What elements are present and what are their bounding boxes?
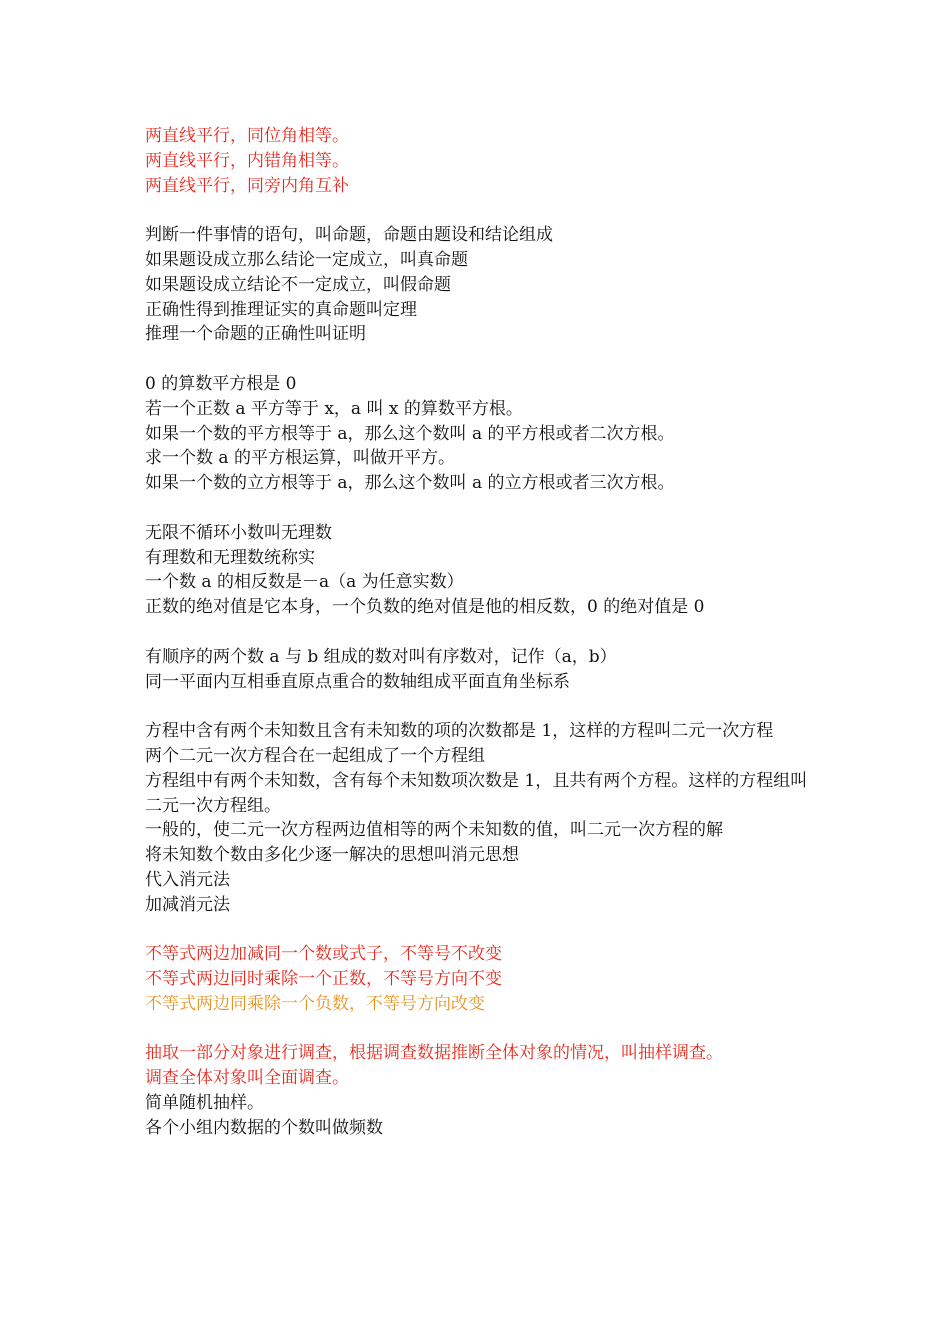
text-line: 如果题设成立那么结论一定成立，叫真命题: [145, 249, 468, 270]
text-line: 两个二元一次方程合在一起组成了一个方程组: [145, 745, 485, 766]
text-section: [145, 1041, 815, 1140]
text-line: 不等式两边同乘除一个负数，不等号方向改变: [145, 993, 485, 1014]
text-line: 方程中含有两个未知数且含有未知数的项的次数都是 1，这样的方程叫二元一次方程: [145, 721, 774, 742]
text-line: 一个数 a 的相反数是－a（a 为任意实数）: [145, 572, 464, 593]
text-line: 如果一个数的平方根等于 a，那么这个数叫 a 的平方根或者二次方根。: [145, 423, 675, 444]
text-section: [145, 372, 815, 496]
text-section: [145, 124, 815, 198]
text-line: 代入消元法: [145, 869, 230, 890]
text-line: 各个小组内数据的个数叫做频数: [145, 1117, 383, 1138]
text-line: 两直线平行，同旁内角互补: [145, 175, 349, 196]
text-line: 抽取一部分对象进行调查，根据调查数据推断全体对象的情况，叫抽样调查。: [145, 1043, 723, 1064]
text-line: 不等式两边加减同一个数或式子，不等号不改变: [145, 944, 502, 965]
text-line: 将未知数个数由多化少逐一解决的思想叫消元思想: [145, 845, 519, 866]
text-line: 两直线平行，同位角相等。: [145, 126, 349, 146]
paragraph-spacer: [145, 347, 815, 372]
text-section: [145, 223, 815, 347]
text-section: [145, 645, 815, 695]
text-line: 不等式两边同时乘除一个正数，不等号方向不变: [145, 969, 502, 990]
paragraph-spacer: [145, 620, 815, 645]
paragraph-spacer: [145, 918, 815, 943]
text-line: 有顺序的两个数 a 与 b 组成的数对叫有序数对，记作（a，b）: [145, 646, 617, 667]
text-line: 判断一件事情的语句，叫命题，命题由题设和结论组成: [145, 225, 553, 246]
text-line: 正确性得到推理证实的真命题叫定理: [145, 299, 417, 320]
paragraph-spacer: [145, 198, 815, 223]
text-section: [145, 942, 815, 1016]
text-line: 如果题设成立结论不一定成立，叫假命题: [145, 274, 451, 295]
text-section: [145, 719, 815, 917]
text-line: 两直线平行，内错角相等。: [145, 150, 349, 171]
paragraph-spacer: [145, 496, 815, 521]
text-line: 加减消元法: [145, 894, 230, 915]
text-line: 推理一个命题的正确性叫证明: [145, 324, 366, 345]
text-line: 若一个正数 a 平方等于 x，a 叫 x 的算数平方根。: [145, 398, 523, 419]
text-section: [145, 521, 815, 620]
paragraph-spacer: [145, 1017, 815, 1042]
text-line: 调查全体对象叫全面调查。: [145, 1068, 349, 1089]
text-line: 正数的绝对值是它本身，一个负数的绝对值是他的相反数，0 的绝对值是 0: [145, 597, 705, 618]
text-line: 有理数和无理数统称实: [145, 547, 315, 568]
text-line: 如果一个数的立方根等于 a，那么这个数叫 a 的立方根或者三次方根。: [145, 473, 675, 494]
paragraph-spacer: [145, 694, 815, 719]
text-line: 求一个数 a 的平方根运算，叫做开平方。: [145, 448, 455, 469]
text-line: 0 的算数平方根是 0: [145, 373, 297, 394]
text-line: 同一平面内互相垂直原点重合的数轴组成平面直角坐标系: [145, 671, 570, 692]
document-page: [145, 124, 815, 1141]
text-line: 方程组中有两个未知数，含有每个未知数项次数是 1，且共有两个方程。这样的方程组叫二元一次方程组。: [145, 770, 808, 816]
text-line: 简单随机抽样。: [145, 1093, 264, 1114]
text-line: 无限不循环小数叫无理数: [145, 522, 332, 543]
text-line: 一般的，使二元一次方程两边值相等的两个未知数的值，叫二元一次方程的解: [145, 820, 723, 841]
